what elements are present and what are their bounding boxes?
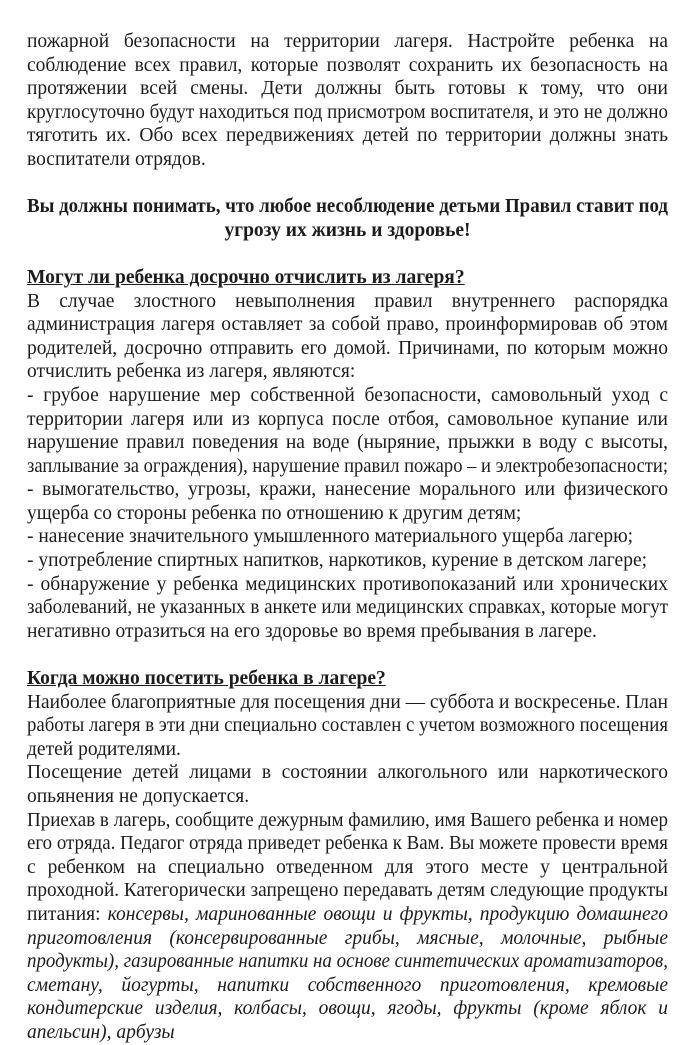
warning-block — [27, 195, 668, 242]
text-line: протяжении всей смены. Дети должны быть готовы к тому, что они — [27, 78, 668, 100]
text-line: воспитатели отрядов. — [27, 148, 206, 170]
text-line: родителей, досрочно отправить его домой. Причинами, по которым можно — [27, 337, 668, 359]
forbidden-foods-line: приготовления (консервированные грибы, мясные, молочные, рыбные — [27, 927, 668, 949]
section-heading: Могут ли ребенка досрочно отчислить из лагеря? — [27, 266, 465, 288]
section-visit — [27, 667, 668, 1045]
text-line: с ребенком на специально отведенном для этого месте у центральной — [27, 856, 668, 878]
list-item-line: - грубое нарушение мер собственной безопасности, самовольный уход с — [27, 384, 668, 406]
text-line: круглосуточно будут находиться под присмотром воспитателя, и это не должно — [27, 101, 668, 123]
forbidden-foods-line: продукты), газированные напитки на основе синтетических ароматизаторов, — [27, 951, 668, 973]
forbidden-foods-text: консервы, маринованные овощи и фрукты, продукцию домашнего — [107, 903, 669, 925]
list-item-line: нарушение правил поведения на воде (ныряние, прыжки в воду с высоты, — [27, 432, 668, 454]
list-item-line: - употребление спиртных напитков, наркотиков, курение в детском лагере; — [27, 550, 648, 572]
forbidden-foods-line: сметану, йогурты, напитки собственного приготовления, кремовые — [27, 974, 668, 996]
warning-line: угрозу их жизнь и здоровье! — [224, 219, 471, 241]
list-item-line: - обнаружение у ребенка медицинских противопоказаний или хронических — [27, 573, 668, 595]
list-item-line: - вымогательство, угрозы, кражи, нанесение морального или физического — [27, 479, 668, 501]
intro-paragraph — [27, 30, 668, 172]
section-expulsion — [27, 266, 668, 644]
text-line: тяготить их. Обо всех передвижениях детей по территории должны знать — [27, 125, 668, 147]
text-line: пожарной безопасности на территории лагеря. Настройте ребенка на — [27, 31, 668, 52]
text-line: В случае злостного невыполнения правил внутреннего распорядка — [27, 290, 668, 312]
text-line: Наиболее благоприятные для посещения дни — суббота и воскресенье. План — [27, 691, 668, 713]
list-item-line: ущерба со стороны ребенка по отношению к другим детям; — [27, 502, 522, 524]
text-line: Посещение детей лицами в состоянии алкогольного или наркотического — [27, 762, 668, 784]
list-item-line: заплывание за ограждения), нарушение правил пожаро – и электробезопасности; — [27, 455, 668, 477]
text-line: опьянения не допускается. — [27, 786, 250, 807]
forbidden-foods-line: апельсин), арбузы — [27, 1021, 175, 1043]
forbidden-foods-line: кондитерские изделия, колбасы, овощи, ягоды, фрукты (кроме яблок и — [27, 998, 668, 1020]
plain-text: питания: — [27, 903, 108, 925]
spacer — [27, 172, 668, 196]
text-line: отчислить ребенка из лагеря, являются: — [27, 361, 356, 383]
text-line: Приехав в лагерь, сообщите дежурным фамилию, имя Вашего ребенка и номер — [27, 809, 668, 831]
document-page — [27, 30, 668, 1045]
text-line: проходной. Категорически запрещено передавать детям следующие продукты — [27, 880, 668, 902]
text-line — [27, 903, 668, 927]
text-line: работы лагеря в эти дни специально составлен с учетом возможного посещения — [27, 715, 668, 737]
list-item-line: заболеваний, не указанных в анкете или медицинских справках, которые могут — [27, 597, 668, 619]
text-line: детей родителями. — [27, 738, 181, 760]
text-line: соблюдение всех правил, которые позволят сохранить их безопасность на — [27, 54, 668, 76]
section-heading: Когда можно посетить ребенка в лагере? — [27, 668, 386, 690]
list-item-line: негативно отразиться на его здоровье во время пребывания в лагере. — [27, 620, 597, 642]
list-item-line: - нанесение значительного умышленного материального ущерба лагерю; — [27, 526, 634, 548]
text-line: администрация лагеря оставляет за собой право, проинформировав об этом — [27, 314, 668, 336]
text-line: его отряда. Педагог отряда приведет ребенка к Вам. Вы можете провести время — [27, 833, 668, 855]
warning-line: Вы должны понимать, что любое несоблюдение детьми Правил ставит под — [27, 196, 668, 218]
spacer — [27, 242, 668, 266]
spacer — [27, 643, 668, 667]
list-item-line: территории лагеря или из корпуса после отбоя, самовольное купание или — [27, 408, 668, 430]
